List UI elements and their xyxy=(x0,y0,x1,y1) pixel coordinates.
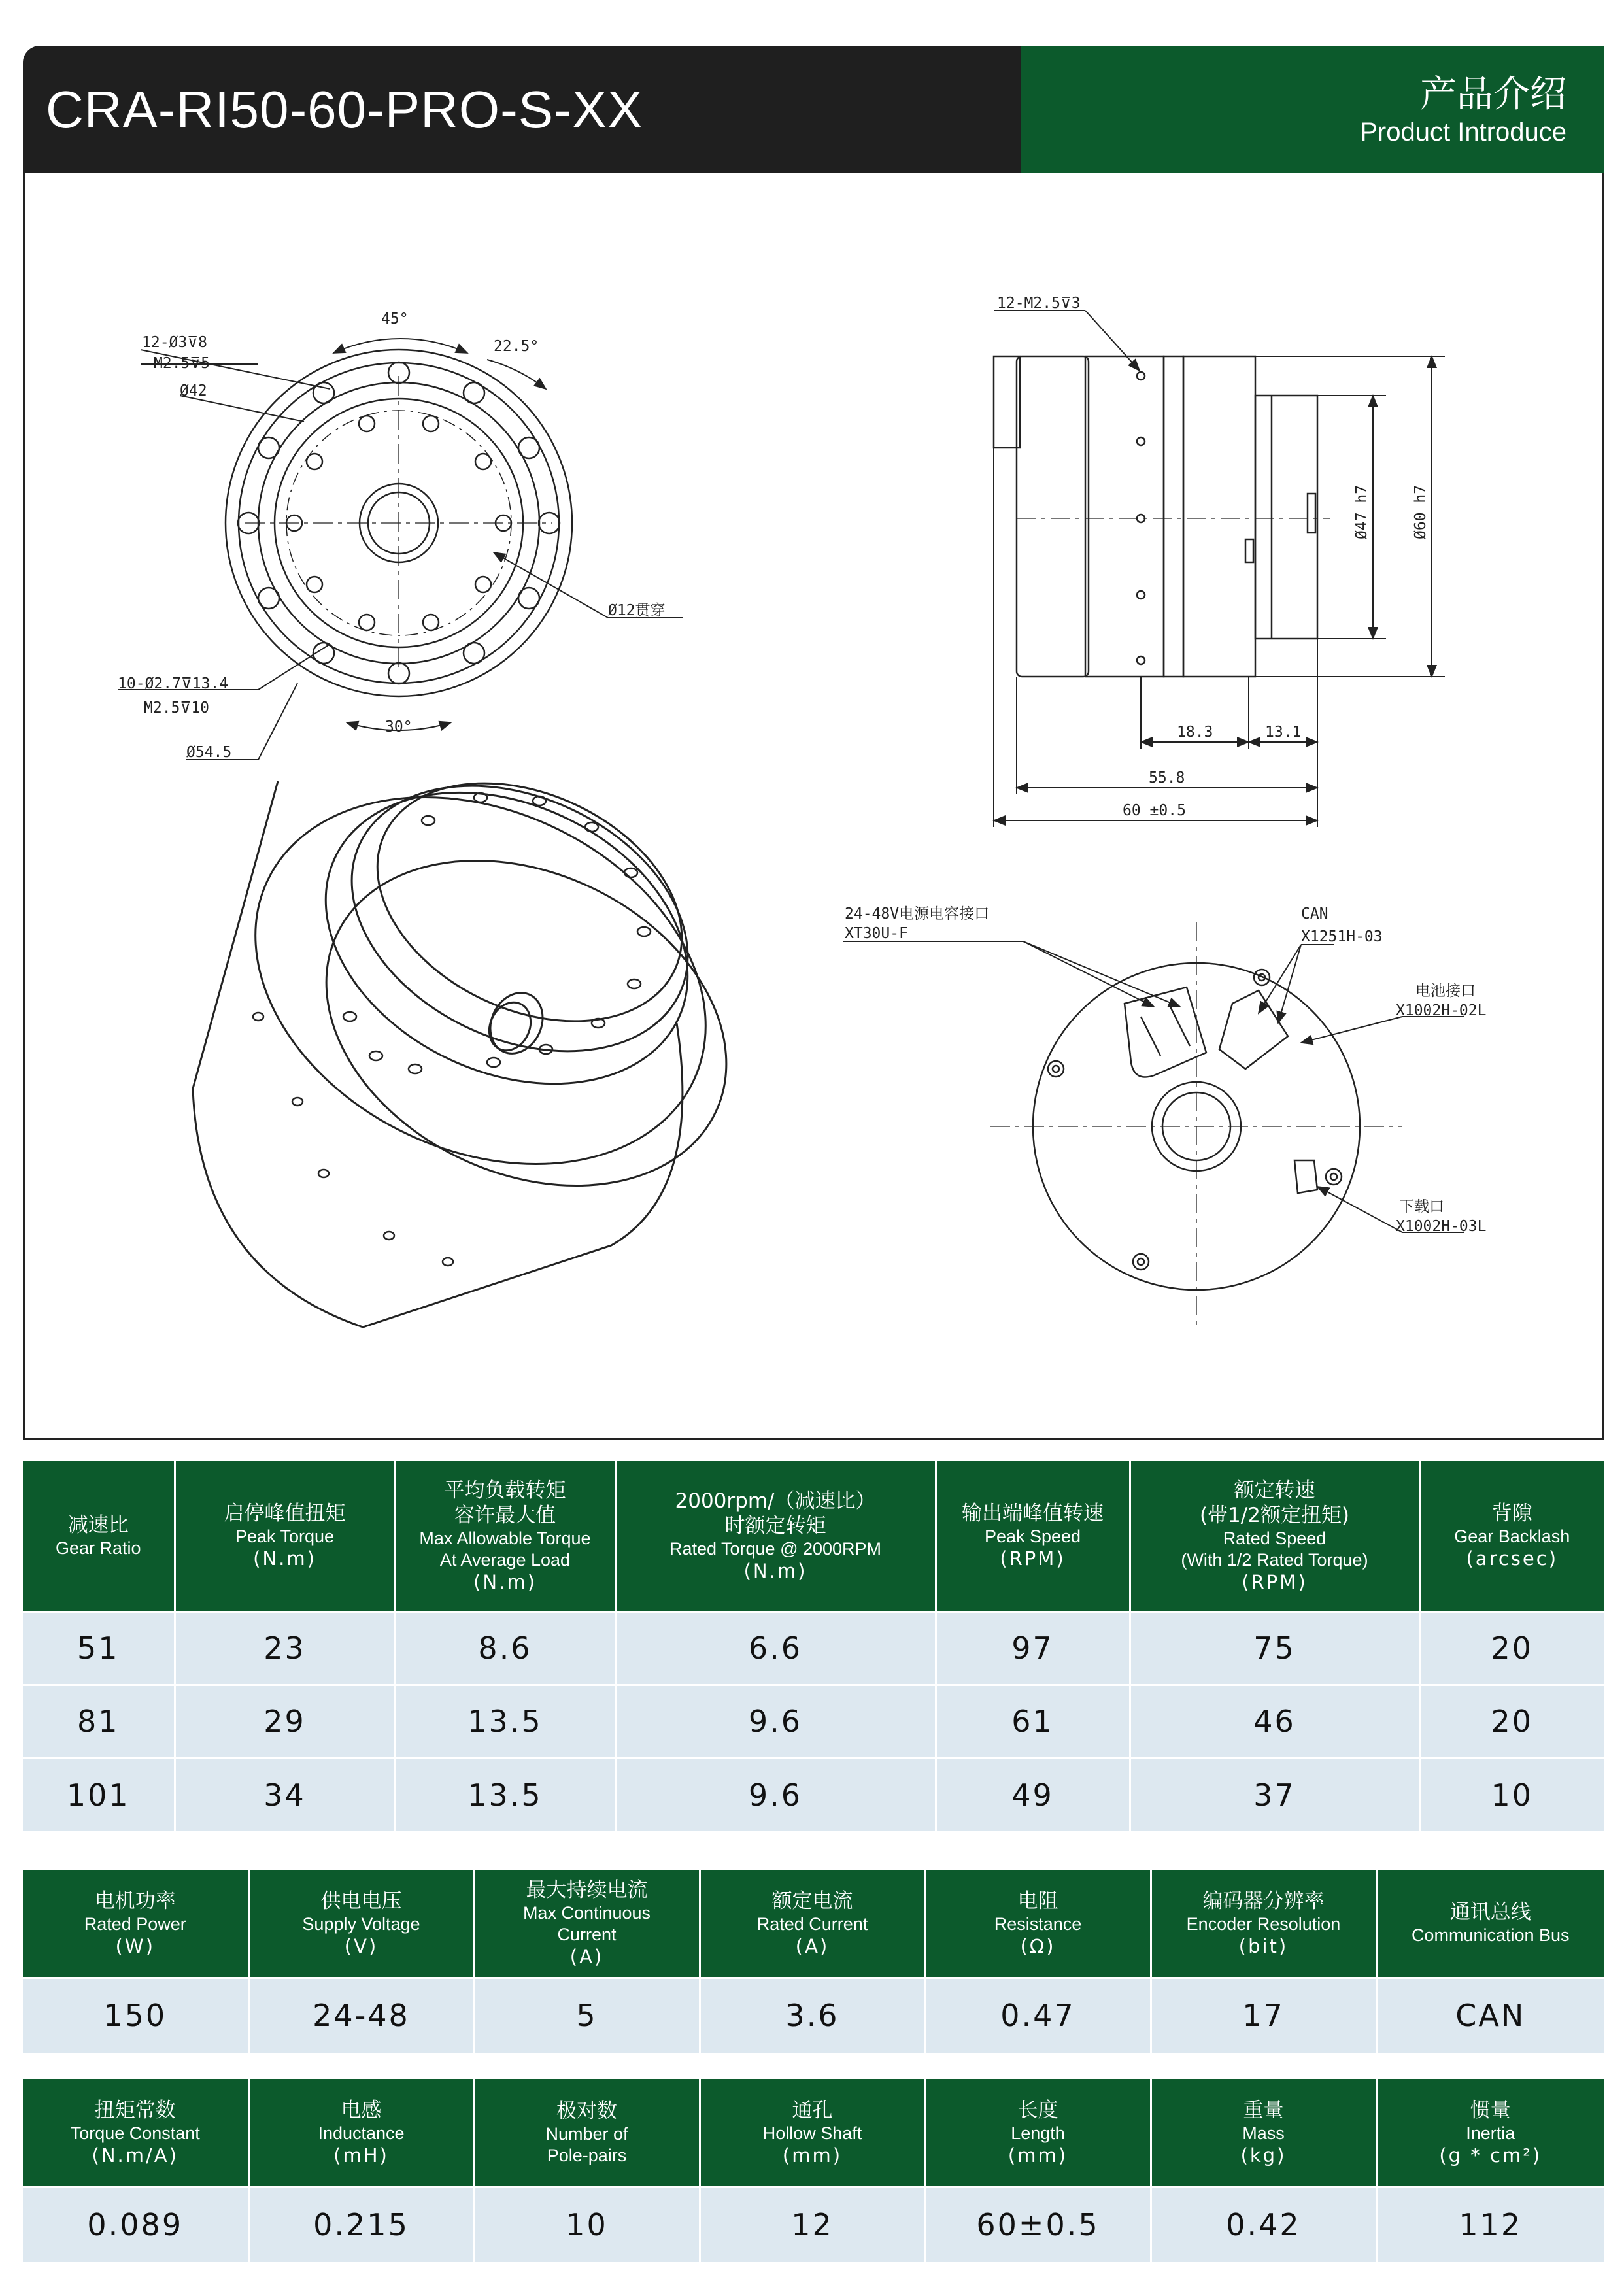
rear-download-port: 下载口 xyxy=(1399,1198,1444,1215)
cell-resistance: 0.47 xyxy=(925,1978,1151,2053)
cell-rated-torque: 6.6 xyxy=(615,1612,936,1685)
isometric-view xyxy=(193,727,779,1327)
rear-can-part: X1251H-03 xyxy=(1301,928,1383,945)
cell-gear-ratio: 101 xyxy=(23,1758,175,1831)
section-title-en: Product Introduce xyxy=(1360,118,1566,146)
cell-rated-speed: 75 xyxy=(1130,1612,1419,1685)
cell-hollow-shaft: 12 xyxy=(700,2187,925,2262)
header-rated-speed: 额定转速 (带1/2额定扭矩) Rated Speed (With 1/2 Rated Torque) (RPM) xyxy=(1130,1461,1419,1612)
front-holes-outer: 12-Ø3⊽8 xyxy=(142,334,207,351)
header-torque-constant: 扭矩常数 Torque Constant (N.m/A) xyxy=(23,2079,248,2187)
header-pole-pairs: 极对数 Number of Pole-pairs xyxy=(474,2079,700,2187)
cell-peak-speed: 49 xyxy=(936,1758,1130,1831)
cell-communication-bus: CAN xyxy=(1376,1978,1604,2053)
header-rated-torque: 2000rpm/（减速比） 时额定转矩 Rated Torque @ 2000RPM (N.m) xyxy=(615,1461,936,1612)
cell-max-allowable-torque: 13.5 xyxy=(395,1758,615,1831)
front-angle-22-5: 22.5° xyxy=(494,338,539,355)
side-view xyxy=(994,356,1330,677)
front-dia-42: Ø42 xyxy=(180,382,207,399)
front-holes-inner: 10-Ø2.7⊽13.4 xyxy=(118,675,229,692)
side-dim-60: 60 ±0.5 xyxy=(1123,802,1186,819)
table-header-row xyxy=(23,1870,1604,1978)
cell-inertia: 112 xyxy=(1376,2187,1604,2262)
header-mass: 重量 Mass (kg) xyxy=(1151,2079,1376,2187)
header-gear-backlash: 背隙 Gear Backlash (arcsec) xyxy=(1419,1461,1604,1612)
side-dim-18-3: 18.3 xyxy=(1177,724,1213,741)
header-inductance: 电感 Inductance (mH) xyxy=(248,2079,474,2187)
header-communication-bus: 通讯总线 Communication Bus xyxy=(1376,1870,1604,1978)
header-encoder-resolution: 编码器分辨率 Encoder Resolution (bit) xyxy=(1151,1870,1376,1978)
table-header-row xyxy=(23,1461,1604,1612)
isometric-holes xyxy=(253,793,651,1266)
header-max-allowable-torque: 平均负载转矩 容许最大值 Max Allowable Torque At Average Load (N.m) xyxy=(395,1461,615,1612)
side-dia-47: Ø47 h7 xyxy=(1353,484,1370,539)
rear-battery-part: X1002H-02L xyxy=(1396,1002,1487,1019)
cell-max-allowable-torque: 8.6 xyxy=(395,1612,615,1685)
cell-rated-speed: 37 xyxy=(1130,1758,1419,1831)
header-supply-voltage: 供电电压 Supply Voltage (V) xyxy=(248,1870,474,1978)
side-dim-55-8: 55.8 xyxy=(1149,769,1185,786)
header-hollow-shaft: 通孔 Hollow Shaft (mm) xyxy=(700,2079,925,2187)
cell-peak-torque: 23 xyxy=(175,1612,395,1685)
rear-can: CAN xyxy=(1301,905,1328,922)
gear-spec-table xyxy=(23,1461,1604,1831)
cell-peak-torque: 29 xyxy=(175,1685,395,1758)
model-title: CRA-RI50-60-PRO-S-XX xyxy=(46,80,643,139)
cell-encoder-resolution: 17 xyxy=(1151,1978,1376,2053)
table-header-row xyxy=(23,2079,1604,2187)
cell-gear-ratio: 81 xyxy=(23,1685,175,1758)
cell-inductance: 0.215 xyxy=(248,2187,474,2262)
rear-power-part: XT30U-F xyxy=(845,925,908,942)
header-max-continuous-current: 最大持续电流 Max Continuous Current (A) xyxy=(474,1870,700,1978)
front-holes-inner-thread: M2.5⊽10 xyxy=(144,700,209,717)
cell-peak-torque: 34 xyxy=(175,1758,395,1831)
header-peak-torque: 启停峰值扭矩 Peak Torque (N.m) xyxy=(175,1461,395,1612)
cell-torque-constant: 0.089 xyxy=(23,2187,248,2262)
cell-gear-backlash: 20 xyxy=(1419,1612,1604,1685)
header-gear-ratio: 减速比 Gear Ratio xyxy=(23,1461,175,1612)
technical-drawing xyxy=(23,173,1604,1438)
header-rated-current: 额定电流 Rated Current (A) xyxy=(700,1870,925,1978)
cell-gear-backlash: 10 xyxy=(1419,1758,1604,1831)
cell-peak-speed: 61 xyxy=(936,1685,1130,1758)
cell-rated-torque: 9.6 xyxy=(615,1758,936,1831)
side-dimensions xyxy=(994,311,1445,827)
rear-power-port: 24-48V电源电容接口 xyxy=(845,905,990,922)
cell-rated-torque: 9.6 xyxy=(615,1685,936,1758)
header-peak-speed: 输出端峰值转速 Peak Speed (RPM) xyxy=(936,1461,1130,1612)
cell-gear-backlash: 20 xyxy=(1419,1685,1604,1758)
front-angle-45: 45° xyxy=(381,311,409,328)
cell-gear-ratio: 51 xyxy=(23,1612,175,1685)
cell-length: 60±0.5 xyxy=(925,2187,1151,2262)
cell-max-allowable-torque: 13.5 xyxy=(395,1685,615,1758)
side-holes: 12-M2.5⊽3 xyxy=(997,295,1081,312)
front-dia-54-5: Ø54.5 xyxy=(186,744,232,761)
electrical-spec-table xyxy=(23,2079,1604,2262)
rear-callouts xyxy=(843,941,1464,1232)
table-row xyxy=(23,1685,1604,1758)
table-row xyxy=(23,1612,1604,1685)
cell-supply-voltage: 24-48 xyxy=(248,1978,474,2053)
table-row xyxy=(23,1978,1604,2053)
header-length: 长度 Length (mm) xyxy=(925,2079,1151,2187)
cell-mass: 0.42 xyxy=(1151,2187,1376,2262)
cell-pole-pairs: 10 xyxy=(474,2187,700,2262)
rear-view xyxy=(990,922,1402,1330)
front-holes-outer-thread: M2.5⊽5 xyxy=(154,355,211,372)
motor-spec-table xyxy=(23,1870,1604,2053)
header-resistance: 电阻 Resistance (Ω) xyxy=(925,1870,1151,1978)
rear-battery-port: 电池接口 xyxy=(1415,983,1476,1000)
section-title-cn: 产品介绍 xyxy=(1420,73,1566,116)
front-angle-30: 30° xyxy=(385,718,413,735)
front-bore: Ø12贯穿 xyxy=(608,602,666,619)
cell-rated-speed: 46 xyxy=(1130,1685,1419,1758)
header-rated-power: 电机功率 Rated Power (W) xyxy=(23,1870,248,1978)
header-inertia: 惯量 Inertia (g * cm²) xyxy=(1376,2079,1604,2187)
cell-peak-speed: 97 xyxy=(936,1612,1130,1685)
cell-rated-power: 150 xyxy=(23,1978,248,2053)
side-dia-60: Ø60 h7 xyxy=(1412,484,1429,539)
front-view xyxy=(226,350,572,696)
rear-download-part: X1002H-03L xyxy=(1396,1218,1487,1235)
side-dim-13-1: 13.1 xyxy=(1265,724,1302,741)
table-row xyxy=(23,1758,1604,1831)
table-row xyxy=(23,2187,1604,2262)
cell-rated-current: 3.6 xyxy=(700,1978,925,2053)
cell-max-continuous-current: 5 xyxy=(474,1978,700,2053)
